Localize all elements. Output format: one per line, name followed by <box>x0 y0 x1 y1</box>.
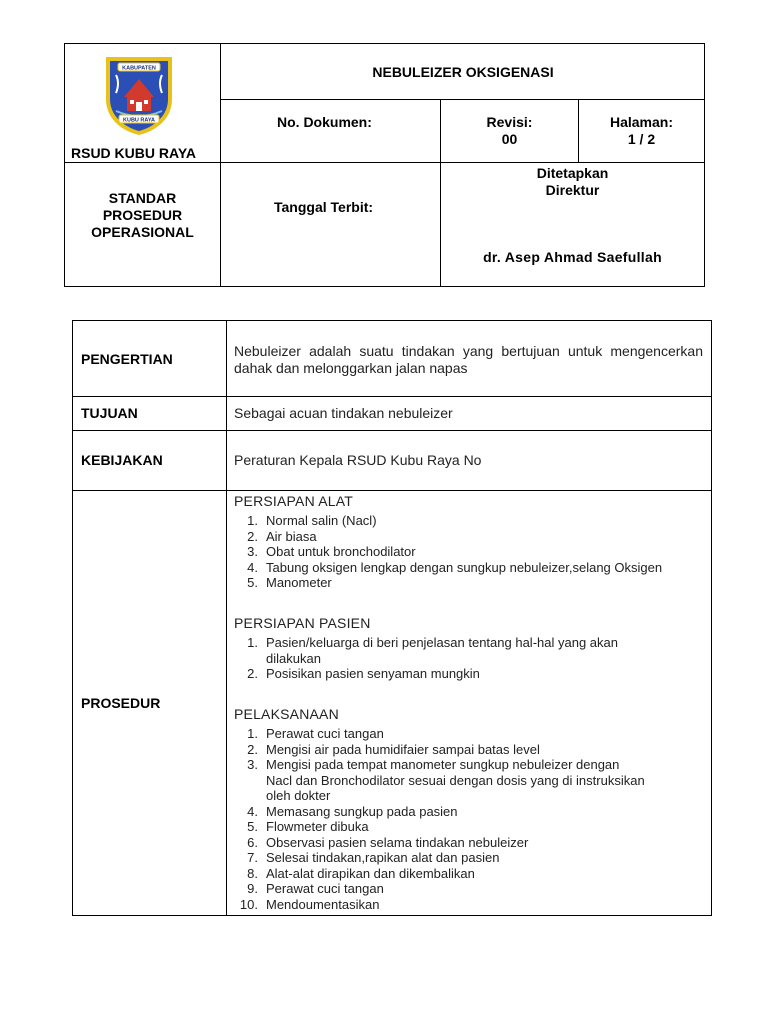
persiapan-alat-section <box>234 493 703 591</box>
list-item: 2. Posisikan pasien senyaman mungkin <box>247 666 480 681</box>
pengertian-label: PENGERTIAN <box>81 351 173 367</box>
tujuan-label: TUJUAN <box>81 405 138 421</box>
direktur-label: Direktur <box>545 182 600 198</box>
table-divider <box>73 430 711 431</box>
persiapan-alat-list <box>234 513 703 591</box>
header-divider <box>220 44 221 286</box>
table-divider <box>73 396 711 397</box>
kebijakan-label: KEBIJAKAN <box>81 452 163 468</box>
hospital-name: RSUD KUBU RAYA <box>71 145 196 161</box>
kabupaten-crest-icon <box>102 53 176 137</box>
list-item: 3. Obat untuk bronchodilator <box>247 544 416 559</box>
persiapan-pasien-section <box>234 615 703 682</box>
tujuan-text: Sebagai acuan tindakan nebuleizer <box>234 405 453 421</box>
header-divider <box>220 99 704 100</box>
list-item: 10. Mendoumentasikan <box>239 896 380 912</box>
no-dokumen-label: No. Dokumen: <box>277 114 372 130</box>
prosedur-label: PROSEDUR <box>81 695 161 711</box>
list-item: 4. Memasang sungkup pada pasien <box>247 803 458 819</box>
sop-line-1: STANDAR <box>108 190 177 206</box>
hospital-logo <box>102 53 176 137</box>
revisi-value: 00 <box>501 131 518 147</box>
list-item: 1. Normal salin (Nacl) <box>247 513 377 528</box>
list-item: 5. Flowmeter dibuka <box>247 819 369 834</box>
approval-block <box>441 165 704 199</box>
list-item: 3. Mengisi pada tempat manometer sungkup nebuleizer dengan Nacl dan Bronchodilator sesuai dengan dosis yang di instruksikan oleh dokter <box>247 757 645 803</box>
pelaksanaan-section <box>234 706 703 912</box>
list-item: 1. Pasien/keluarga di beri penjelasan tentang hal-hal yang akan dilakukan <box>247 635 618 666</box>
header-divider <box>65 162 704 163</box>
table-divider <box>73 490 711 491</box>
pengertian-text: Nebuleizer adalah suatu tindakan yang bertujuan untuk mengencerkan dahak dan melonggarkan jalan napas <box>234 343 703 376</box>
sop-content-table <box>72 320 712 916</box>
list-item: 9. Perawat cuci tangan <box>247 881 384 896</box>
sop-header-table <box>64 43 705 287</box>
section-heading: PERSIAPAN PASIEN <box>234 615 371 631</box>
document-title: NEBULEIZER OKSIGENASI <box>372 64 554 80</box>
halaman-value: 1 / 2 <box>627 131 656 147</box>
svg-text:KABUPATEN: KABUPATEN <box>122 65 156 72</box>
list-item: 2. Mengisi air pada humidifaier sampai batas level <box>247 741 540 757</box>
list-item: 5. Manometer <box>247 575 332 590</box>
kebijakan-text: Peraturan Kepala RSUD Kubu Raya No <box>234 452 482 468</box>
list-item: 8. Alat-alat dirapikan dan dikembalikan <box>247 865 475 881</box>
sop-type-title <box>65 190 220 241</box>
revisi-label: Revisi: <box>486 114 533 130</box>
svg-text:KUBU RAYA: KUBU RAYA <box>123 117 155 124</box>
section-heading: PELAKSANAAN <box>234 706 339 722</box>
list-item: 2. Air biasa <box>247 528 317 544</box>
pelaksanaan-list <box>234 726 703 912</box>
tanggal-terbit-label: Tanggal Terbit: <box>274 199 374 215</box>
sop-line-2: PROSEDUR <box>102 207 183 223</box>
list-item: 4. Tabung oksigen lengkap dengan sungkup nebuleizer,selang Oksigen <box>247 559 663 575</box>
table-divider <box>226 321 227 915</box>
list-item: 7. Selesai tindakan,rapikan alat dan pasien <box>247 850 500 865</box>
section-heading: PERSIAPAN ALAT <box>234 493 353 509</box>
persiapan-pasien-list <box>234 635 703 682</box>
director-name: dr. Asep Ahmad Saefullah <box>483 249 662 265</box>
ditetapkan-label: Ditetapkan <box>536 165 609 181</box>
halaman-label: Halaman: <box>609 114 674 130</box>
sop-line-3: OPERASIONAL <box>91 224 194 240</box>
list-item: 6. Observasi pasien selama tindakan nebuleizer <box>247 834 529 850</box>
list-item: 1. Perawat cuci tangan <box>247 726 384 741</box>
